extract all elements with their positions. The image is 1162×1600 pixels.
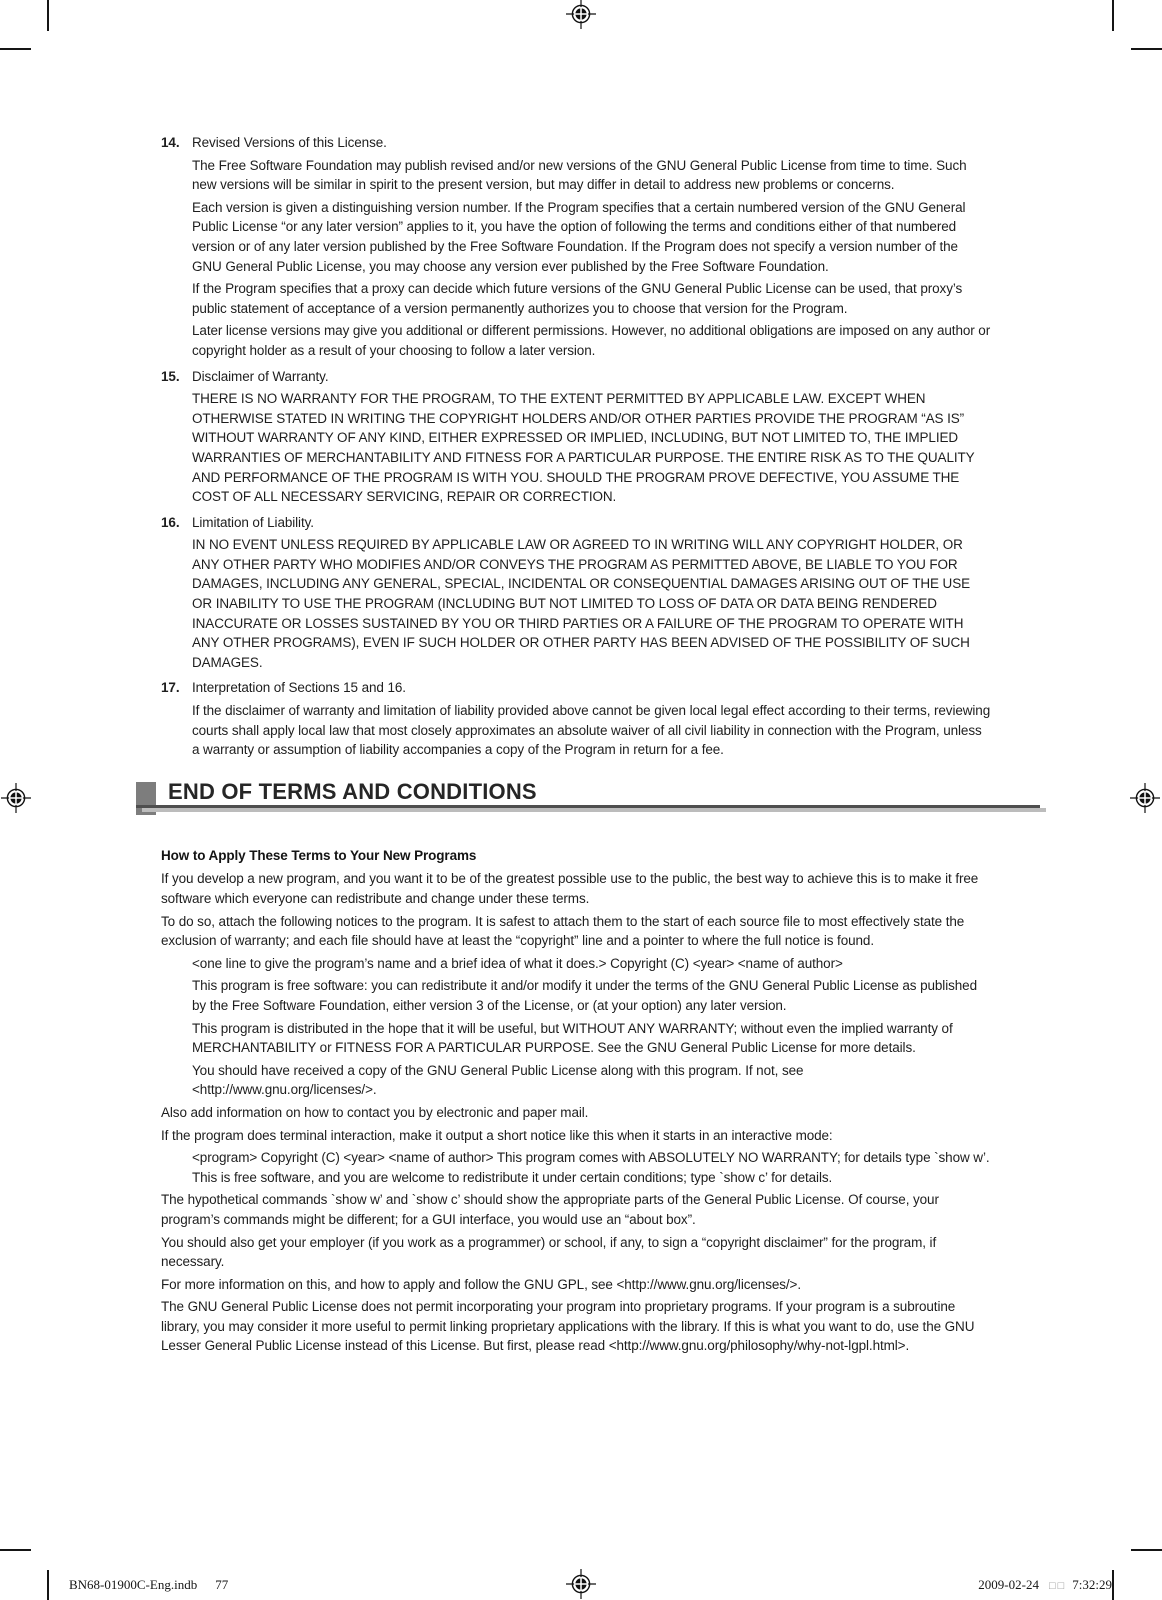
footer-filename: BN68-01900C-Eng.indb [69,1577,198,1592]
section-title: Revised Versions of this License. [192,135,387,150]
paragraph: For more information on this, and how to apply and follow the GNU GPL, see <http://www.gnu.org/licenses/>. [161,1276,801,1292]
registration-mark-icon [566,1569,596,1599]
crop-mark-top-left-horizontal [0,48,31,50]
paragraph: Each version is given a distinguishing version number. If the Program specifies that a certain numbered version of the GNU General Public License “or any later version” applies to it, you have the option of following the terms and conditions either of that numbered version or of any later version published by the Free Software Foundation. If the Program does not specify a version number of the GNU General Public License, you may choose any version ever published by the Free Software Foundation. [192,199,966,274]
paragraph: The Free Software Foundation may publish revised and/or new versions of the GNU General Public License from time to time. Such new versions will be similar in spirit to the present version, but may differ in detail to address new problems or concerns. [192,157,967,193]
section-title: Interpretation of Sections 15 and 16. [192,680,406,696]
crop-mark-bottom-right-vertical [1112,1570,1114,1600]
page-content [161,133,991,1359]
footer-left [69,1577,228,1593]
paragraph: If you develop a new program, and you want it to be of the greatest possible use to the public, the best way to achieve this is to make it free software which everyone can redistribute and change under these terms. [161,871,979,906]
banner-rule [136,805,1040,808]
paragraph: The GNU General Public License does not permit incorporating your program into proprietary programs. If your program is a subroutine library, you may consider it more useful to permit linking proprietary applications with the library. If this is what you want to do, use the GNU Lesser General Public License instead of this License. But first, please read <http://www.gnu.org/philosophy/why-not-lgpl.html>. [161,1299,975,1354]
notice-example: You should have received a copy of the GNU General Public License along with this program. If not, see <http://www.gnu.org/licenses/>. [192,1062,804,1098]
how-to-apply-section [161,846,991,1356]
crop-mark-bottom-left-horizontal [0,1549,31,1551]
registration-mark-icon [1,783,31,813]
paragraph: Also add information on how to contact you by electronic and paper mail. [161,1104,589,1120]
section-title: Disclaimer of Warranty. [192,368,329,384]
banner-title: END OF TERMS AND CONDITIONS [168,778,537,804]
registration-mark-icon [1130,783,1160,813]
footer-right [978,1577,1112,1593]
paragraph: The hypothetical commands `show w’ and `show c’ should show the appropriate parts of the General Public License. Of course, your program’s commands might be different; for a GUI interface, you would use an “about box”. [161,1192,939,1227]
notice-example: <one line to give the program’s name and a brief idea of what it does.> Copyright (C) <year> <name of author> [192,955,843,971]
crop-mark-top-right-horizontal [1131,48,1162,50]
paragraph: If the program does terminal interaction, make it output a short notice like this when it starts in an interactive mode: [161,1127,833,1143]
notice-example: <program> Copyright (C) <year> <name of author> This program comes with ABSOLUTELY NO WARRANTY; for details type `show w’. This is free software, and you are welcome to redistribute it under certain conditions; type `show c’ for details. [192,1150,990,1185]
crop-mark-bottom-right-horizontal [1131,1549,1162,1551]
section-15 [161,367,991,507]
end-of-terms-banner [136,778,1040,828]
paragraph: If the disclaimer of warranty and limitation of liability provided above cannot be given local legal effect according to their terms, reviewing courts shall apply local law that most closely approximates an absolute waiver of all civil liability in connection with the Program, unless a warranty or assumption of liability accompanies a copy of the Program in return for a fee. [192,703,991,758]
section-number: 17. [161,680,180,696]
section-17 [161,678,991,759]
section-number: 14. [161,135,180,150]
section-title: Limitation of Liability. [192,514,314,530]
crop-mark-top-right-vertical [1112,0,1114,31]
section-14 [161,133,991,361]
notice-example: This program is distributed in the hope that it will be useful, but WITHOUT ANY WARRANTY; without even the implied warranty of MERCHANTABILITY or FITNESS FOR A PARTICULAR PURPOSE. See the GNU General Public License for more details. [192,1020,953,1056]
footer-time: 7:32:29 [1072,1577,1112,1592]
crop-mark-bottom-left-vertical [47,1570,49,1600]
section-number: 15. [161,368,180,384]
paragraph: Later license versions may give you additional or different permissions. However, no additional obligations are imposed on any author or copyright holder as a result of your choosing to follow a later version. [192,323,991,358]
paragraph: If the Program specifies that a proxy can decide which future versions of the GNU General Public License can be used, that proxy’s public statement of acceptance of a version permanently authorizes you to choose that version for the Program. [192,281,963,316]
how-to-heading: How to Apply These Terms to Your New Programs [161,847,477,863]
paragraph: IN NO EVENT UNLESS REQUIRED BY APPLICABLE LAW OR AGREED TO IN WRITING WILL ANY COPYRIGHT HOLDER, OR ANY OTHER PARTY WHO MODIFIES AND/OR CONVEYS THE PROGRAM AS PERMITTED ABOVE, BE LIABLE TO YOU FOR DAMAGES, INCLUDING ANY GENERAL, SPECIAL, INCIDENTAL OR CONSEQUENTIAL DAMAGES ARISING OUT OF THE USE OR INABILITY TO USE THE PROGRAM (INCLUDING BUT NOT LIMITED TO LOSS OF DATA OR DATA BEING RENDERED INACCURATE OR LOSSES SUSTAINED BY YOU OR THIRD PARTIES OR A FAILURE OF THE PROGRAM TO OPERATE WITH ANY OTHER PROGRAMS), EVEN IF SUCH HOLDER OR OTHER PARTY HAS BEEN ADVISED OF THE POSSIBILITY OF SUCH DAMAGES. [192,537,971,670]
footer-date: 2009-02-24 [978,1577,1039,1592]
crop-mark-top-left-vertical [47,0,49,31]
paragraph: To do so, attach the following notices to the program. It is safest to attach them to the start of each source file to most effectively state the exclusion of warranty; and each file should have at least the “copyright” line and a pointer to where the full notice is found. [161,913,965,949]
paragraph: THERE IS NO WARRANTY FOR THE PROGRAM, TO THE EXTENT PERMITTED BY APPLICABLE LAW. EXCEPT WHEN OTHERWISE STATED IN WRITING THE COPYRIGHT HOLDERS AND/OR OTHER PARTIES PROVIDE THE PROGRAM “AS IS” WITHOUT WARRANTY OF ANY KIND, EITHER EXPRESSED OR IMPLIED, INCLUDING, BUT NOT LIMITED TO, THE IMPLIED WARRANTIES OF MERCHANTABILITY AND FITNESS FOR A PARTICULAR PURPOSE. THE ENTIRE RISK AS TO THE QUALITY AND PERFORMANCE OF THE PROGRAM IS WITH YOU. SHOULD THE PROGRAM PROVE DEFECTIVE, YOU ASSUME THE COST OF ALL NECESSARY SERVICING, REPAIR OR CORRECTION. [192,391,975,505]
paragraph: You should also get your employer (if you work as a programmer) or school, if any, to sign a “copyright disclaimer” for the program, if necessary. [161,1234,937,1270]
notice-example: This program is free software: you can redistribute it and/or modify it under the terms of the GNU General Public License as published by the Free Software Foundation, either version 3 of the License, or (at your option) any later version. [192,978,977,1013]
section-16 [161,513,991,673]
section-number: 16. [161,514,180,530]
missing-glyph-boxes: □□ [1048,1580,1067,1592]
footer-page-number: 77 [215,1577,229,1592]
registration-mark-icon [566,0,596,29]
